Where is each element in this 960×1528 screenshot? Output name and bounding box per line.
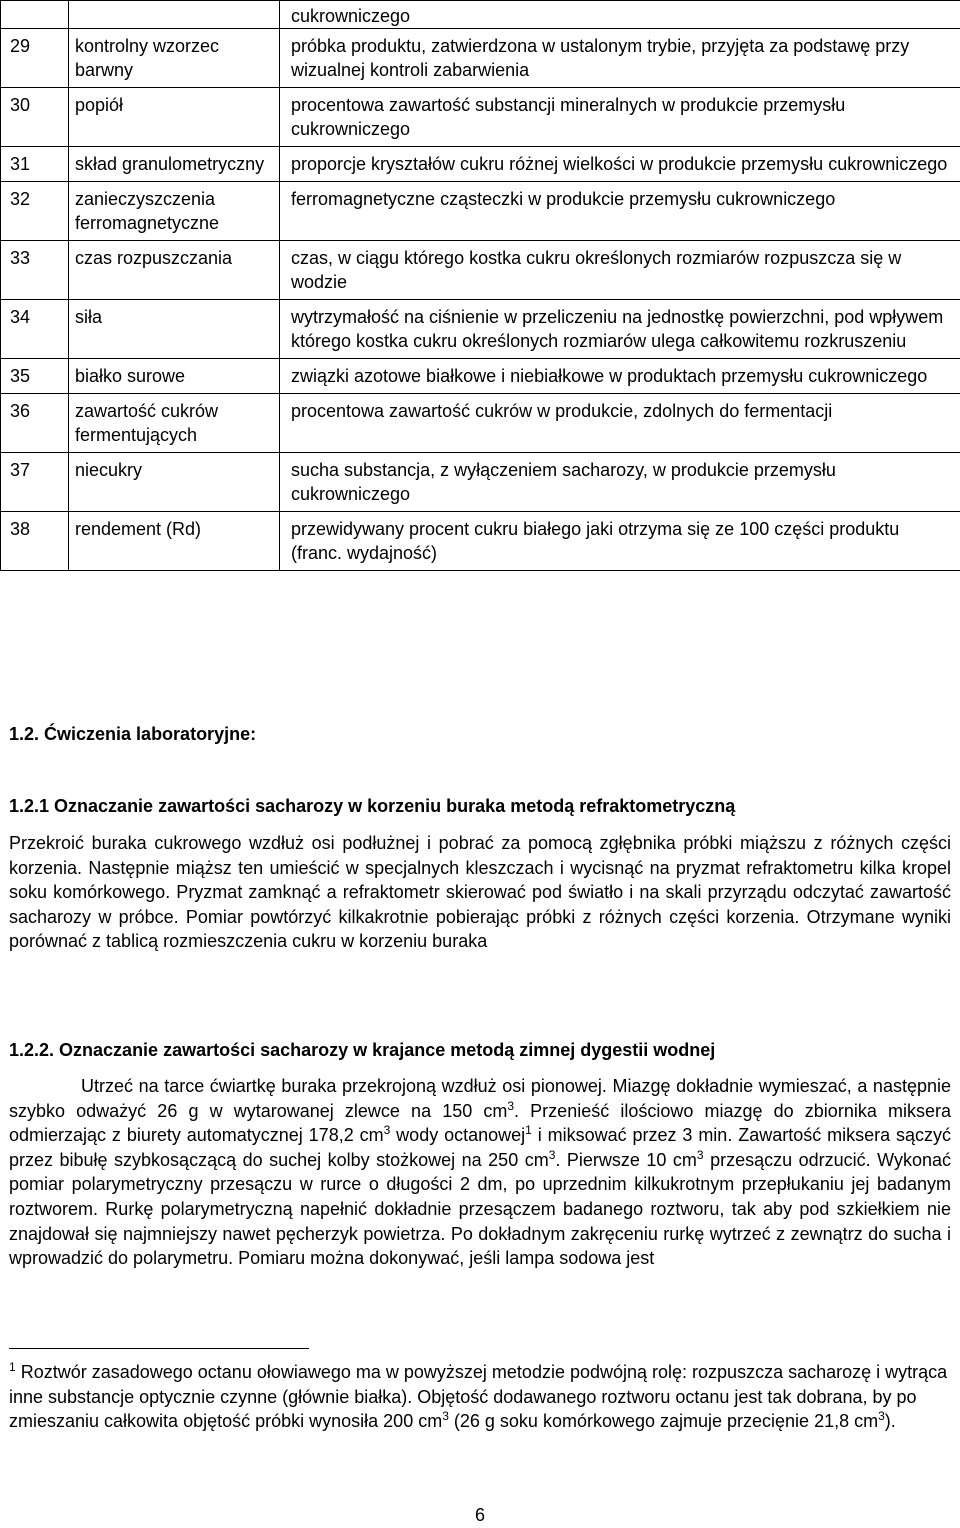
text-span: Roztwór zasadowego octanu ołowiawego ma w powyższej metodzie podwójną rolę: rozpuszcza sacharozę i wytrąca inne substancje optycznie czynne (głównie białka). Objętość dodawanego roztworu octanu jest tak dobrana, by po zmieszaniu całkowita objętość próbki wynosiła 200 cm bbox=[9, 1362, 948, 1431]
row-definition: proporcje kryształów cukru różnej wielkości w produkcie przemysłu cukrowniczego bbox=[280, 147, 960, 182]
superscript: 3 bbox=[878, 1409, 885, 1423]
row-term: siła bbox=[69, 300, 280, 359]
footnote bbox=[9, 1360, 951, 1434]
row-term: czas rozpuszczania bbox=[69, 241, 280, 300]
text-span: . Pierwsze 10 cm bbox=[555, 1149, 697, 1170]
row-number: 34 bbox=[1, 300, 69, 359]
row-definition: cukrowniczego bbox=[280, 1, 960, 29]
definitions-table bbox=[0, 0, 960, 571]
row-number bbox=[1, 1, 69, 29]
text-span: ). bbox=[884, 1411, 896, 1431]
row-term bbox=[69, 1, 280, 29]
table-row bbox=[1, 1, 960, 29]
row-definition: przewidywany procent cukru białego jaki otrzyma się ze 100 części produktu (franc. wydajność) bbox=[280, 512, 960, 571]
row-definition: próbka produktu, zatwierdzona w ustalonym trybie, przyjęta za podstawę przy wizualnej kontroli zabarwienia bbox=[280, 29, 960, 88]
table-row bbox=[1, 359, 960, 394]
table-row bbox=[1, 88, 960, 147]
row-number: 37 bbox=[1, 453, 69, 512]
text-span: przesączu odrzucić. Wykonać pomiar polarymetryczny przesączu w rurce o długości 2 dm, po uprzednim kilkukrotnym przepłukaniu jej badanym roztworem. Rurkę polarymetryczną napełnić dokładnie przesączem badanego roztworu, tak aby pod szkiełkiem nie znajdował się najmniejszy nawet pęcherzyk powietrza. Po dokładnym zakręceniu rurkę wytrzeć z zewnątrz do sucha i wprowadzić do polarymetru. Pomiaru można dokonywać, jeśli lampa sodowa jest bbox=[9, 1149, 951, 1269]
row-definition: ferromagnetyczne cząsteczki w produkcie przemysłu cukrowniczego bbox=[280, 182, 960, 241]
superscript: 3 bbox=[442, 1409, 449, 1423]
row-term: białko surowe bbox=[69, 359, 280, 394]
table-row bbox=[1, 394, 960, 453]
row-term: zanieczyszczenia ferromagnetyczne bbox=[69, 182, 280, 241]
row-number: 35 bbox=[1, 359, 69, 394]
row-number: 36 bbox=[1, 394, 69, 453]
row-definition: związki azotowe białkowe i niebiałkowe w produktach przemysłu cukrowniczego bbox=[280, 359, 960, 394]
table-row bbox=[1, 147, 960, 182]
row-number: 32 bbox=[1, 182, 69, 241]
table-row bbox=[1, 512, 960, 571]
section-heading: 1.2. Ćwiczenia laboratoryjne: bbox=[9, 724, 257, 744]
table-row bbox=[1, 241, 960, 300]
page-number: 6 bbox=[474, 1505, 485, 1525]
paragraph-refractometric: Przekroić buraka cukrowego wzdłuż osi podłużnej i pobrać za pomocą zgłębnika próbki miąższu z różnych części korzenia. Następnie miąższ ten umieścić w specjalnych kleszczach i wycisnąć na pryzmat refraktometru kilka kropel soku komórkowego. Pryzmat zamknąć a refraktometr skierować pod światło i na skali przyrządu odczytać zawartość sacharozy w próbce. Pomiar powtórzyć kilkakrotnie pobierając próbki z różnych części korzenia. Otrzymane wyniki porównać z tablicą rozmieszczenia cukru w korzeniu buraka bbox=[9, 833, 951, 952]
row-term: niecukry bbox=[69, 453, 280, 512]
paragraph-cold-digestion bbox=[9, 1074, 951, 1271]
superscript: 3 bbox=[548, 1147, 556, 1162]
row-term: popiół bbox=[69, 88, 280, 147]
text-span: . Przenieść ilościowo miazgę do zbiornika miksera odmierzając z biurety automatycznej 178,2 cm bbox=[9, 1100, 951, 1146]
row-number: 38 bbox=[1, 512, 69, 571]
superscript: 3 bbox=[507, 1098, 515, 1113]
row-definition: procentowa zawartość cukrów w produkcie, zdolnych do fermentacji bbox=[280, 394, 960, 453]
table-row bbox=[1, 182, 960, 241]
text-span: i miksować przez 3 min. Zawartość miksera sączyć przez bibułę szybkosączącą do suchej kolby stożkowej na 250 cm bbox=[9, 1125, 952, 1170]
row-definition: procentowa zawartość substancji mineralnych w produkcie przemysłu cukrowniczego bbox=[280, 88, 960, 147]
superscript: 3 bbox=[383, 1123, 391, 1138]
superscript: 3 bbox=[696, 1147, 704, 1162]
row-definition: sucha substancja, z wyłączeniem sacharozy, w produkcie przemysłu cukrowniczego bbox=[280, 453, 960, 512]
text-span: (26 g soku komórkowego zajmuje przecięnie 21,8 cm bbox=[448, 1411, 879, 1431]
table-row bbox=[1, 300, 960, 359]
text-span: wody octanowej bbox=[390, 1125, 526, 1146]
row-number: 30 bbox=[1, 88, 69, 147]
footnote-marker: 1 bbox=[525, 1123, 532, 1138]
row-term: zawartość cukrów fermentujących bbox=[69, 394, 280, 453]
row-number: 31 bbox=[1, 147, 69, 182]
table-row bbox=[1, 29, 960, 88]
row-definition: wytrzymałość na ciśnienie w przeliczeniu na jednostkę powierzchni, pod wpływem którego kostka cukru określonych rozmiarów ulega całkowitemu rozkruszeniu bbox=[280, 300, 960, 359]
row-term: rendement (Rd) bbox=[69, 512, 280, 571]
row-term: skład granulometryczny bbox=[69, 147, 280, 182]
subsection-heading-2: 1.2.2. Oznaczanie zawartości sacharozy w krajance metodą zimnej dygestii wodnej bbox=[9, 1040, 716, 1060]
table-row bbox=[1, 453, 960, 512]
row-number: 33 bbox=[1, 241, 69, 300]
footnote-separator bbox=[9, 1348, 309, 1349]
text-span: Utrzeć na tarce ćwiartkę buraka przekrojoną wzdłuż osi pionowej. Miazgę dokładnie wymieszać, a następnie szybko odważyć 26 g w wytarowanej zlewce na 150 cm bbox=[9, 1076, 951, 1121]
row-definition: czas, w ciągu którego kostka cukru określonych rozmiarów rozpuszcza się w wodzie bbox=[280, 241, 960, 300]
footnote-number: 1 bbox=[9, 1360, 16, 1374]
row-term: kontrolny wzorzec barwny bbox=[69, 29, 280, 88]
row-number: 29 bbox=[1, 29, 69, 88]
subsection-heading-1: 1.2.1 Oznaczanie zawartości sacharozy w korzeniu buraka metodą refraktometryczną bbox=[9, 796, 736, 816]
